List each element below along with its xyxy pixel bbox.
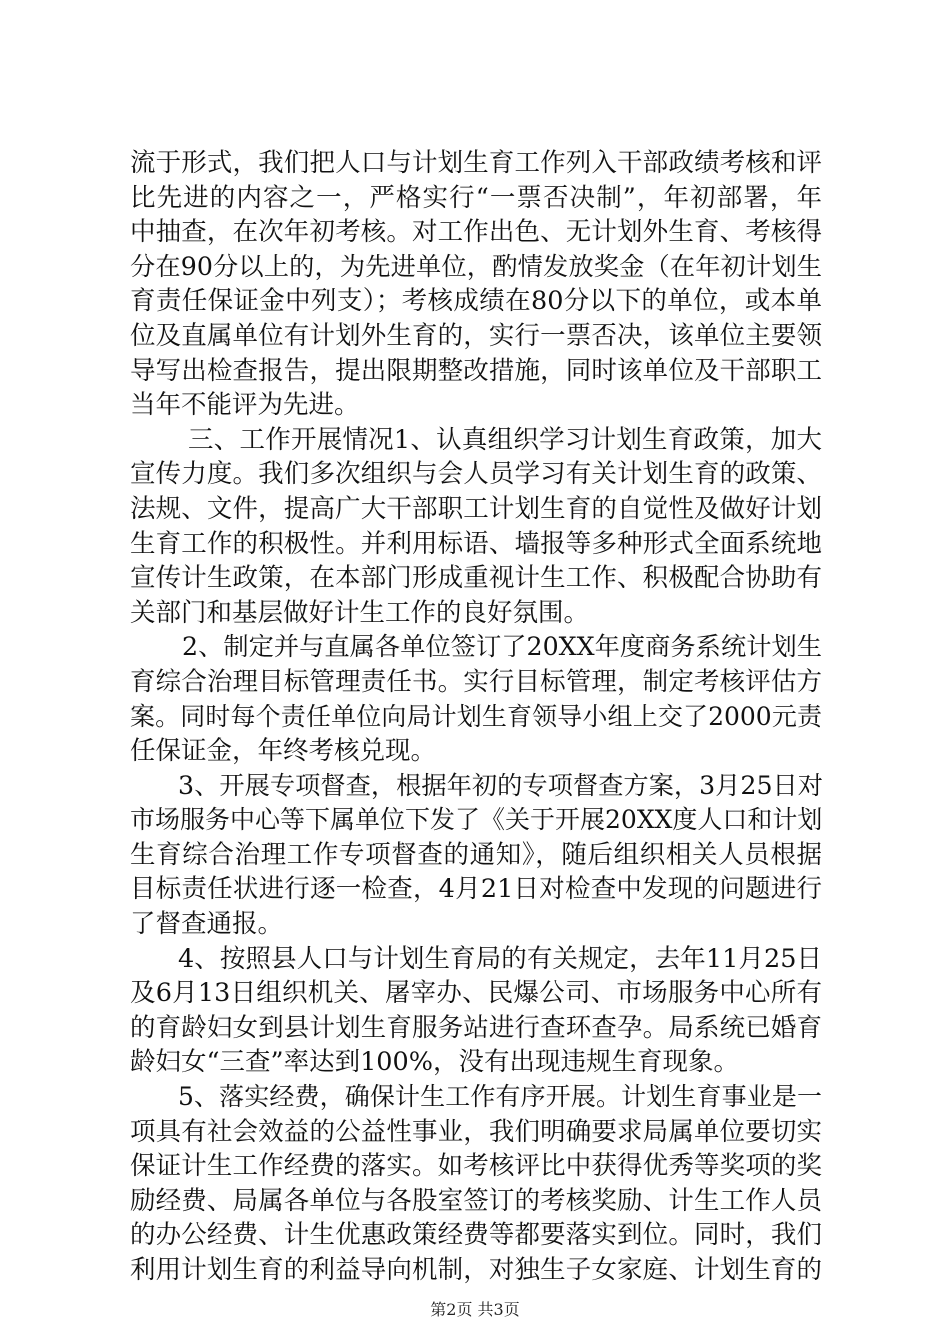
text-line: 励经费、局属各单位与各股室签订的考核奖励、计生工作人员: [130, 1185, 822, 1216]
text-line: 生育综合治理工作专项督查的通知》，随后组织相关人员根据: [130, 839, 822, 870]
text-line: 了督查通报。: [130, 909, 284, 940]
text-line: 比先进的内容之一，严格实行“一票否决制”，年初部署，年: [130, 182, 822, 213]
text-line: 生育工作的积极性。并利用标语、墙报等多种形式全面系统地: [130, 528, 822, 559]
text-line: 任保证金，年终考核兑现。: [130, 736, 437, 767]
text-line: 当年不能评为先进。: [130, 390, 360, 421]
text-line: 宣传力度。我们多次组织与会人员学习有关计划生育的政策、: [130, 459, 822, 490]
text-line: 2、制定并与直属各单位签订了20XX年度商务系统计划生: [182, 632, 822, 662]
text-line: 的办公经费、计生优惠政策经费等都要落实到位。同时，我们: [130, 1220, 822, 1251]
text-line: 目标责任状进行逐一检查，4月21日对检查中发现的问题进行: [130, 874, 822, 905]
text-line: 4、按照县人口与计划生育局的有关规定，去年11月25日: [178, 943, 822, 974]
text-line: 市场服务中心等下属单位下发了《关于开展20XX度人口和计划: [130, 805, 823, 835]
text-line: 分在90分以上的，为先进单位，酌情发放奖金（在年初计划生: [130, 251, 822, 281]
text-line: 育责任保证金中列支）；考核成绩在80分以下的单位，或本单: [130, 286, 822, 317]
text-line: 流于形式，我们把人口与计划生育工作列入干部政绩考核和评: [130, 148, 822, 178]
text-line: 利用计划生育的利益导向机制，对独生子女家庭、计划生育的: [130, 1255, 822, 1285]
text-line: 龄妇女“三查”率达到100%，没有出现违规生育现象。: [130, 1047, 739, 1078]
text-line: 项具有社会效益的公益性事业，我们明确要求局属单位要切实: [130, 1116, 822, 1147]
text-line: 位及直属单位有计划外生育的，实行一票否决，该单位主要领: [130, 320, 822, 351]
text-line: 案。同时每个责任单位向局计划生育领导小组上交了2000元责: [130, 701, 822, 731]
text-line: 及6月13日组织机关、屠宰办、民爆公司、市场服务中心所有: [130, 978, 822, 1009]
text-line: 保证计生工作经费的落实。如考核评比中获得优秀等奖项的奖: [130, 1151, 822, 1182]
text-line: 3、开展专项督查，根据年初的专项督查方案，3月25日对: [178, 770, 824, 800]
text-line: 导写出检查报告，提出限期整改措施，同时该单位及干部职工: [130, 355, 822, 386]
text-line: 宣传计生政策，在本部门形成重视计生工作、积极配合协助有: [130, 563, 822, 594]
document-body: [130, 146, 822, 1288]
text-line: 育综合治理目标管理责任书。实行目标管理，制定考核评估方: [130, 666, 822, 697]
text-line: 的育龄妇女到县计划生育服务站进行查环查孕。局系统已婚育: [130, 1012, 822, 1043]
page-footer: 第2页 共3页: [430, 1300, 520, 1319]
text-line: 中抽查，在次年初考核。对工作出色、无计划外生育、考核得: [130, 217, 822, 248]
text-line: 三、工作开展情况1、认真组织学习计划生育政策，加大: [188, 424, 822, 455]
text-line: 5、落实经费，确保计生工作有序开展。计划生育事业是一: [178, 1082, 822, 1112]
text-line: 法规、文件，提高广大干部职工计划生育的自觉性及做好计划: [130, 493, 822, 524]
text-line: 关部门和基层做好计生工作的良好氛围。: [130, 597, 590, 628]
